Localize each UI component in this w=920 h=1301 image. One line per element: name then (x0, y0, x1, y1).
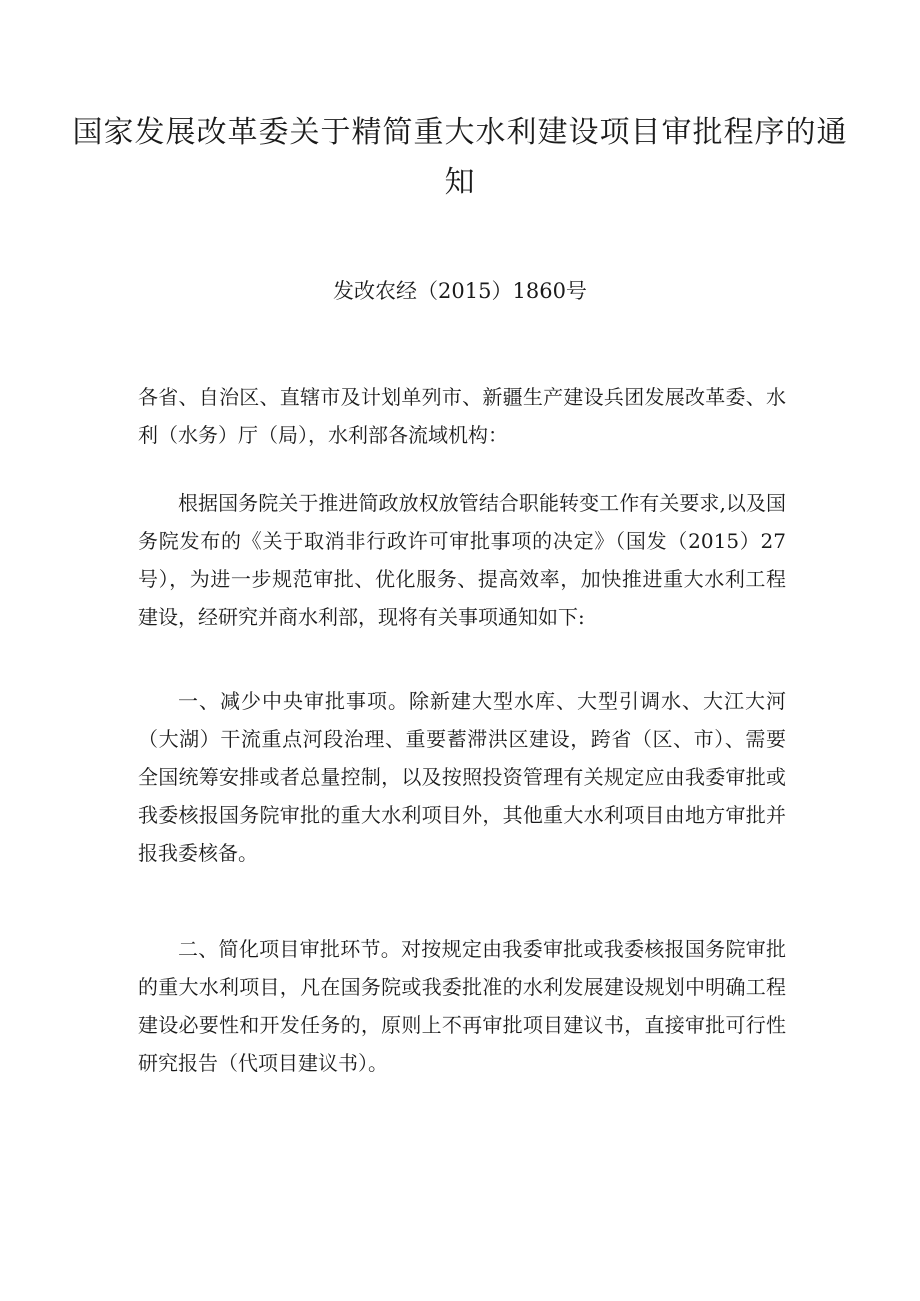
paragraph-item-1: 一、减少中央审批事项。除新建大型水库、大型引调水、大江大河（大湖）干流重点河段治理、重要蓄滞洪区建设，跨省（区、市）、需要全国统筹安排或者总量控制，以及按照投资管理有关规定应由我委审批或我委核报国务院审批的重大水利项目外，其他重大水利项目由地方审批并报我委核备。 (138, 689, 786, 865)
document-title: 国家发展改革委关于精简重大水利建设项目审批程序的通知 (72, 115, 848, 200)
paragraph-item-2: 二、简化项目审批环节。对按规定由我委审批或我委核报国务院审批的重大水利项目，凡在国务院或我委批准的水利发展建设规划中明确工程建设必要性和开发任务的，原则上不再审批项目建议书，直接审批可行性研究报告（代项目建议书）。 (138, 937, 786, 1075)
addressee: 各省、自治区、直辖市及计划单列市、新疆生产建设兵团发展改革委、水利（水务）厅（局），水利部各流域机构： (138, 385, 786, 447)
document-number: 发改农经（2015）1860号 (333, 279, 587, 303)
paragraph-intro: 根据国务院关于推进简政放权放管结合职能转变工作有关要求,以及国务院发布的《关于取消非行政许可审批事项的决定》（国发（2015）27号），为进一步规范审批、优化服务、提高效率，加快推进重大水利工程建设，经研究并商水利部，现将有关事项通知如下: (138, 491, 786, 629)
